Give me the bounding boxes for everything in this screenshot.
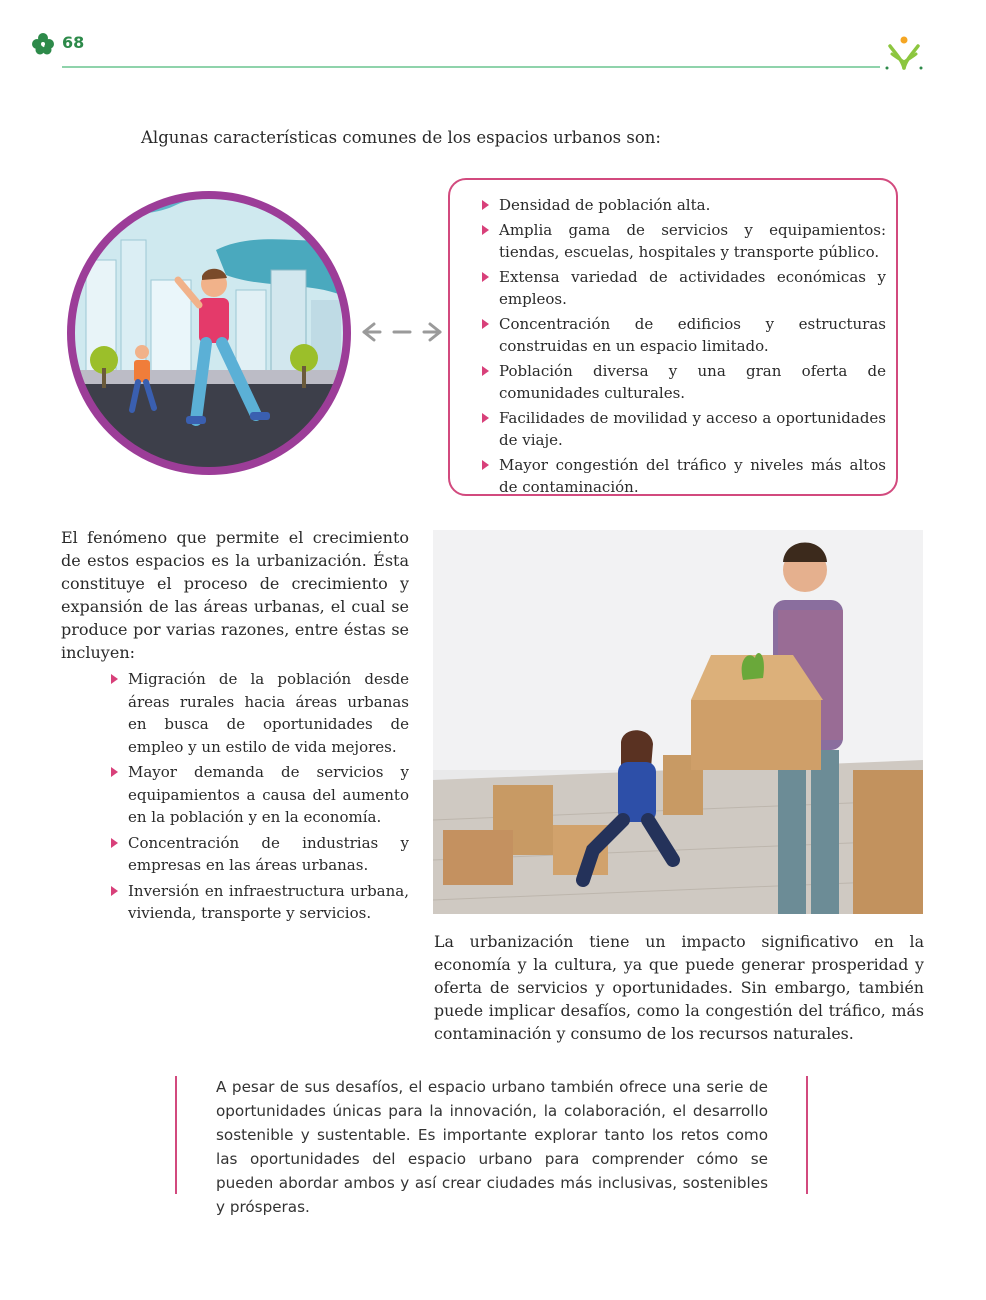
list-item: Mayor congestión del tráfico y niveles más altos de contaminación. bbox=[480, 454, 886, 499]
header-divider bbox=[62, 66, 880, 68]
list-item: Población diversa y una gran oferta de comunidades culturales. bbox=[480, 360, 886, 405]
list-item: Inversión en infraestructura urbana, vivienda, transporte y servicios. bbox=[109, 880, 409, 925]
list-item: Migración de la población desde áreas rurales hacia áreas urbanas en busca de oportunidades de empleo y un estilo de vida mejores. bbox=[109, 668, 409, 758]
reasons-list bbox=[109, 668, 409, 928]
list-item: Mayor demanda de servicios y equipamientos a causa del aumento en la población y en la economía. bbox=[109, 761, 409, 829]
list-item: Concentración de edificios y estructuras construidas en un espacio limitado. bbox=[480, 313, 886, 358]
city-walk-illustration bbox=[66, 190, 352, 476]
list-item: Concentración de industrias y empresas en las áreas urbanas. bbox=[109, 832, 409, 877]
characteristics-box bbox=[448, 178, 898, 496]
list-item: Densidad de población alta. bbox=[480, 194, 886, 217]
quote-bar-left bbox=[175, 1076, 177, 1194]
list-item: Extensa variedad de actividades económicas y empleos. bbox=[480, 266, 886, 311]
sprout-emblem-icon bbox=[884, 32, 924, 72]
page-number: 68 bbox=[62, 33, 85, 52]
urbanization-paragraph: El fenómeno que permite el crecimiento de estos espacios es la urbanización. Ésta constituye el proceso de crecimiento y expansión de las áreas urbanas, el cual se produce por varias razones, entre éstas se incluyen: bbox=[61, 528, 409, 662]
characteristics-list bbox=[480, 194, 886, 499]
quote-bar-right bbox=[806, 1076, 808, 1194]
list-item: Facilidades de movilidad y acceso a oportunidades de viaje. bbox=[480, 407, 886, 452]
clover-logo-icon bbox=[30, 30, 56, 56]
closing-paragraph: A pesar de sus desafíos, el espacio urbano también ofrece una serie de oportunidades únicas para la innovación, la colaboración, el desarrollo sostenible y sustentable. Es importante explorar tanto los retos como las oportunidades del espacio urbano para comprender cómo se pueden abordar ambos y así crear ciudades más inclusivas, sostenibles y prósperas. bbox=[216, 1078, 768, 1216]
intro-text: Algunas características comunes de los espacios urbanos son: bbox=[141, 128, 661, 147]
list-item: Amplia gama de servicios y equipamientos: tiendas, escuelas, hospitales y transporte público. bbox=[480, 219, 886, 264]
impact-paragraph: La urbanización tiene un impacto significativo en la economía y la cultura, ya que puede generar prosperidad y oferta de servicios y oportunidades. Sin embargo, también puede implicar desafíos, como la congestión del tráfico, más contaminación y consumo de los recursos naturales. bbox=[434, 932, 924, 1043]
double-arrow-icon bbox=[360, 320, 444, 344]
moving-couple-photo bbox=[433, 530, 923, 914]
